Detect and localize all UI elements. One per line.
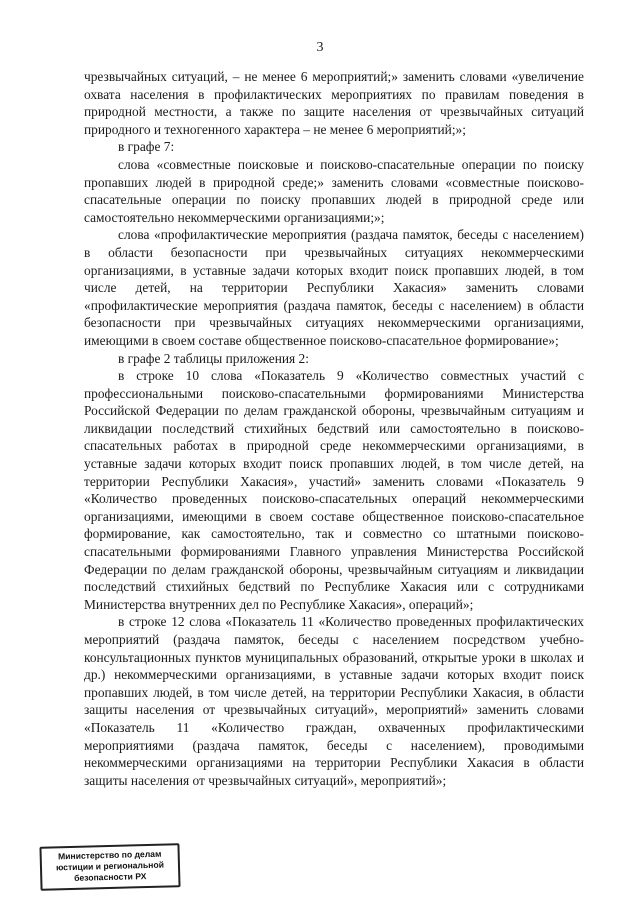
page-number: 3 bbox=[316, 40, 324, 55]
paragraph-6: в строке 10 слова «Показатель 9 «Количество совместных участий с профессиональными поисково-спасательными формированиями Министерства Российской Федерации по делам гражданской обороны, чрезвычайным ситуациям и ликвидации последствий стихийных бедствий или самостоятельно в поисково-спасательных работах в природной среде некоммерческими организациями, в уставные задачи которых входит поиск пропавших людей, в том числе детей, на территории Республики Хакасия», участий» заменить словами «Показатель 9 «Количество проведенных поисково-спасательных операций некоммерческими организациями, имеющими в своем составе общественное поисково-спасательное формирование, как самостоятельно, так и совместно со штатными поисково-спасательными формированиями Главного управления Министерства Российской Федерации по делам гражданской обороны, чрезвычайным ситуациям и ликвидации последствий стихийных бедствий по Республике Хакасия или с сотрудниками Министерства внутренних дел по Республике Хакасия», операций»; bbox=[84, 368, 584, 612]
paragraph-5: в графе 2 таблицы приложения 2: bbox=[118, 350, 309, 366]
paragraph-2: в графе 7: bbox=[118, 139, 175, 155]
paragraph-4: слова «профилактические мероприятия (раздача памяток, беседы с населением) в области безопасности при чрезвычайных ситуациях некоммерческими организациями, в уставные задачи которых входит поиск пропавших людей, в том числе детей, на территории Республики Хакасия» заменить словами «профилактические мероприятия (раздача памяток, беседы с населением) в области безопасности при чрезвычайных ситуациях некоммерческими организациями, имеющими в своем составе общественное поисково-спасательное формирование»; bbox=[84, 227, 584, 348]
registration-stamp bbox=[39, 843, 180, 891]
stamp-line-3: безопасности РХ bbox=[74, 871, 147, 883]
document-body bbox=[84, 68, 584, 789]
paragraph-3: слова «совместные поисковые и поисково-спасательные операции по поиску пропавших людей в природной среде;» заменить словами «совместные поисково-спасательные операции по поиску пропавших людей в природной среде или самостоятельно некоммерческими организациями;»; bbox=[84, 156, 584, 225]
stamp-line-2: юстиции и региональной bbox=[55, 859, 165, 873]
paragraph-7: в строке 12 слова «Показатель 11 «Количество проведенных профилактических мероприятий (раздача памяток, беседы с населением посредством учебно-консультационных пунктов муниципальных образований, открытые уроки в школах и др.) некоммерческими организациями, в уставные задачи которых входит поиск пропавших людей, в том числе детей, на территории Республики Хакасия, в области защиты населения от чрезвычайных ситуаций», мероприятий» заменить словами «Показатель 11 «Количество граждан, охваченных профилактическими мероприятиями (раздача памяток, беседы с населением), проводимыми некоммерческими организациями на территории Республики Хакасия в области защиты населения от чрезвычайных ситуаций», мероприятий»; bbox=[84, 614, 584, 788]
stamp-line-1: Министерство по делам bbox=[57, 848, 162, 862]
paragraph-1: чрезвычайных ситуаций, – не менее 6 мероприятий;» заменить словами «увеличение охвата населения в профилактических мероприятиях по правилам поведения в природной местности, а также по защите населения от чрезвычайных ситуаций природного и техногенного характера – не менее 6 мероприятий;»; bbox=[84, 69, 584, 137]
